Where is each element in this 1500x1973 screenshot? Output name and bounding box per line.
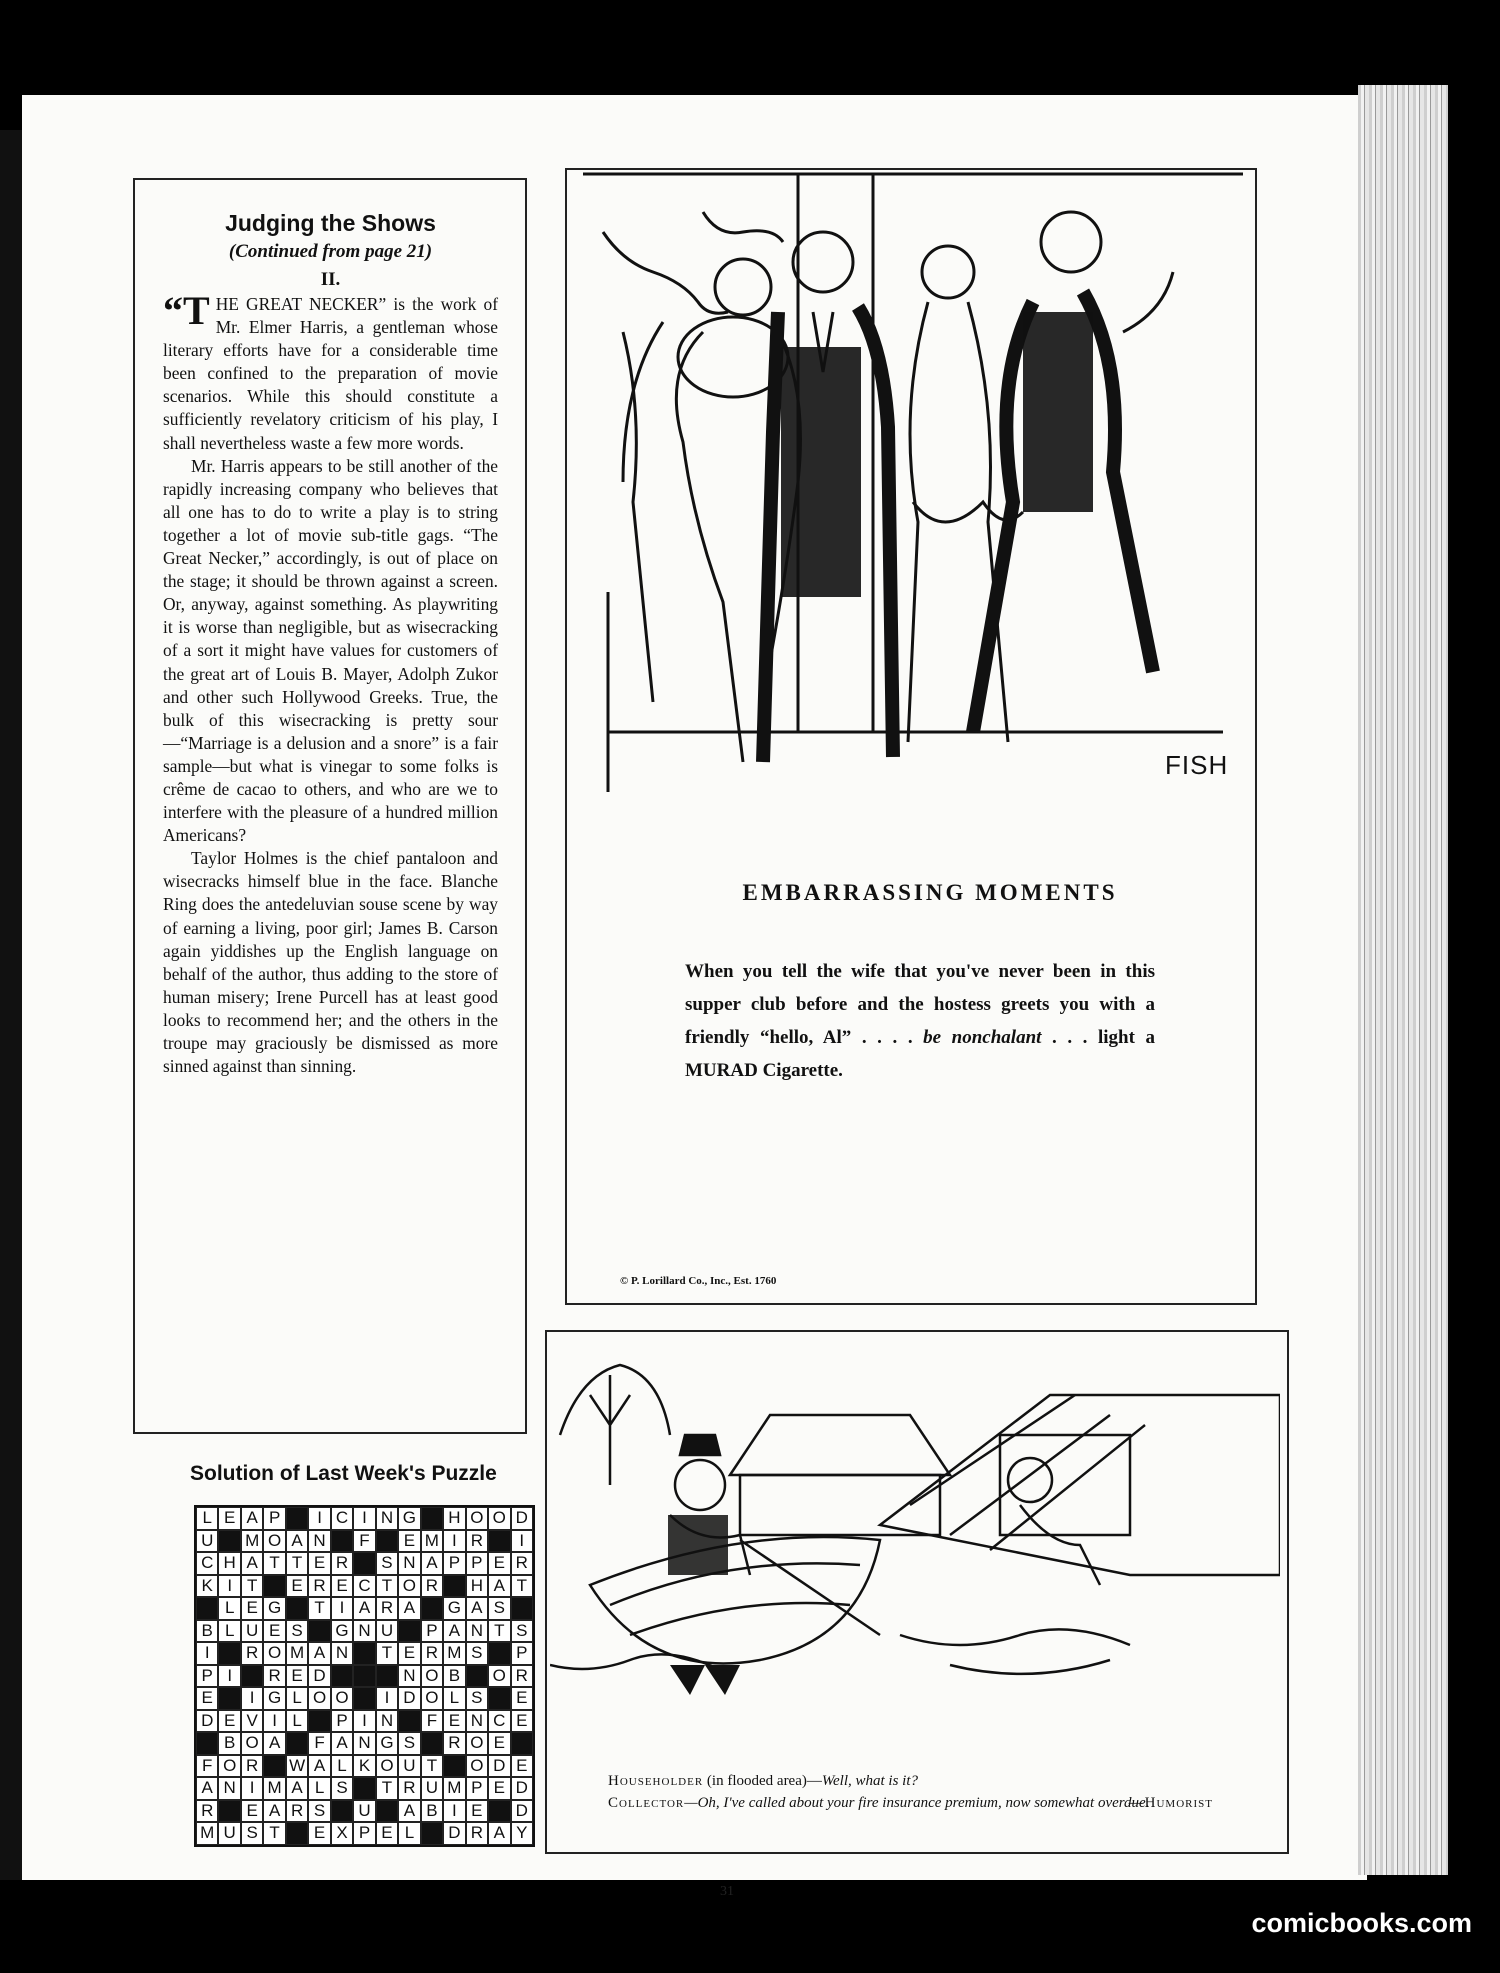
crossword-letter-cell: R bbox=[376, 1597, 398, 1620]
crossword-letter-cell: A bbox=[263, 1732, 285, 1755]
crossword-letter-cell: G bbox=[263, 1597, 285, 1620]
crossword-letter-cell: R bbox=[263, 1665, 285, 1688]
crossword-letter-cell: R bbox=[511, 1552, 533, 1575]
crossword-letter-cell: L bbox=[286, 1687, 308, 1710]
crossword-letter-cell: E bbox=[466, 1800, 488, 1823]
crossword-letter-cell: P bbox=[421, 1620, 443, 1643]
ad-body-italic: be nonchalant bbox=[923, 1027, 1042, 1048]
crossword-black-cell bbox=[218, 1642, 240, 1665]
crossword-black-cell bbox=[421, 1597, 443, 1620]
crossword-black-cell bbox=[353, 1687, 375, 1710]
crossword-letter-cell: F bbox=[196, 1755, 218, 1778]
crossword-letter-cell: A bbox=[241, 1552, 263, 1575]
crossword-letter-cell: E bbox=[511, 1710, 533, 1733]
crossword-letter-cell: F bbox=[421, 1710, 443, 1733]
crossword-letter-cell: N bbox=[308, 1530, 330, 1553]
crossword-letter-cell: B bbox=[196, 1620, 218, 1643]
crossword-letter-cell: A bbox=[308, 1642, 330, 1665]
crossword-letter-cell: C bbox=[331, 1507, 353, 1530]
crossword-letter-cell: M bbox=[421, 1530, 443, 1553]
artist-signature: FISH bbox=[1165, 750, 1229, 780]
crossword-letter-cell: N bbox=[398, 1552, 420, 1575]
crossword-letter-cell: A bbox=[241, 1507, 263, 1530]
crossword-letter-cell: F bbox=[353, 1530, 375, 1553]
crossword-letter-cell: E bbox=[218, 1507, 240, 1530]
crossword-letter-cell: P bbox=[511, 1642, 533, 1665]
crossword-black-cell bbox=[421, 1822, 443, 1845]
crossword-letter-cell: U bbox=[218, 1822, 240, 1845]
crossword-black-cell bbox=[443, 1755, 465, 1778]
crossword-letter-cell: H bbox=[466, 1575, 488, 1598]
crossword-letter-cell: B bbox=[443, 1665, 465, 1688]
crossword-letter-cell: F bbox=[308, 1732, 330, 1755]
crossword-letter-cell: D bbox=[511, 1800, 533, 1823]
crossword-black-cell bbox=[241, 1665, 263, 1688]
crossword-letter-cell: A bbox=[443, 1620, 465, 1643]
crossword-letter-cell: U bbox=[398, 1755, 420, 1778]
crossword-letter-cell: I bbox=[353, 1710, 375, 1733]
crossword-letter-cell: R bbox=[196, 1800, 218, 1823]
crossword-letter-cell: E bbox=[398, 1530, 420, 1553]
crossword-letter-cell: M bbox=[286, 1642, 308, 1665]
crossword-letter-cell: D bbox=[308, 1665, 330, 1688]
crossword-black-cell bbox=[421, 1732, 443, 1755]
crossword-letter-cell: M bbox=[241, 1530, 263, 1553]
crossword-letter-cell: G bbox=[443, 1597, 465, 1620]
crossword-letter-cell: N bbox=[353, 1732, 375, 1755]
cartoon-caption bbox=[608, 1770, 1213, 1814]
crossword-letter-cell: A bbox=[263, 1800, 285, 1823]
crossword-black-cell bbox=[488, 1687, 510, 1710]
crossword-letter-cell: R bbox=[421, 1575, 443, 1598]
crossword-letter-cell: K bbox=[196, 1575, 218, 1598]
caption-speaker-1: Householder bbox=[608, 1773, 704, 1789]
crossword-letter-cell: A bbox=[196, 1777, 218, 1800]
crossword-letter-cell: A bbox=[286, 1530, 308, 1553]
crossword-letter-cell: A bbox=[353, 1597, 375, 1620]
crossword-letter-cell: T bbox=[511, 1575, 533, 1598]
crossword-letter-cell: R bbox=[331, 1552, 353, 1575]
crossword-letter-cell: I bbox=[443, 1800, 465, 1823]
crossword-black-cell bbox=[398, 1620, 420, 1643]
crossword-letter-cell: N bbox=[353, 1620, 375, 1643]
crossword-letter-cell: T bbox=[241, 1575, 263, 1598]
crossword-letter-cell: O bbox=[488, 1665, 510, 1688]
crossword-black-cell bbox=[331, 1665, 353, 1688]
caption-line-1: Well, what is it? bbox=[821, 1773, 918, 1789]
crossword-black-cell bbox=[376, 1665, 398, 1688]
crossword-letter-cell: P bbox=[443, 1552, 465, 1575]
caption-credit: —Humorist bbox=[1128, 1795, 1213, 1811]
drop-cap: “T bbox=[163, 288, 210, 333]
crossword-black-cell bbox=[488, 1642, 510, 1665]
ad-copyright: © P. Lorillard Co., Inc., Est. 1760 bbox=[620, 1275, 777, 1287]
caption-line-2: —Oh, I've called about your fire insurance premium, now somewhat overdue. bbox=[684, 1795, 1150, 1811]
crossword-letter-cell: E bbox=[331, 1575, 353, 1598]
article-paragraph-2: Mr. Harris appears to be still another of the rapidly increasing company who believes that all one has to do to write a play is to string together a lot of movie sub-title gags. “The Great Necker,” accordingly, is out of place on the stage; it should be thrown against a screen. Or, anyway, against something. As playwriting it is worse than negligible, but as wisecracking of a sort it might have values for customers of the great art of Louis B. Mayer, Adolph Zukor and other such Hollywood Greeks. True, the bulk of this wisecracking is pretty sour—“Marriage is a delusion and a snore” is a fair sample—but what is vinegar to some folks is crême de cacao to others, and who are we to interfere with the pleasure of a hundred million Americans? bbox=[163, 455, 498, 846]
crossword-letter-cell: T bbox=[308, 1597, 330, 1620]
crossword-black-cell bbox=[511, 1597, 533, 1620]
crossword-black-cell bbox=[511, 1732, 533, 1755]
crossword-letter-cell: O bbox=[308, 1687, 330, 1710]
crossword-black-cell bbox=[263, 1575, 285, 1598]
crossword-black-cell bbox=[218, 1687, 240, 1710]
crossword-letter-cell: P bbox=[263, 1507, 285, 1530]
crossword-letter-cell: E bbox=[376, 1822, 398, 1845]
crossword-letter-cell: E bbox=[241, 1800, 263, 1823]
crossword-letter-cell: I bbox=[308, 1507, 330, 1530]
article-column bbox=[163, 210, 498, 1078]
crossword-letter-cell: R bbox=[443, 1732, 465, 1755]
crossword-letter-cell: E bbox=[488, 1777, 510, 1800]
crossword-letter-cell: T bbox=[263, 1822, 285, 1845]
article-subtitle: (Continued from page 21) bbox=[228, 241, 433, 262]
crossword-letter-cell: O bbox=[466, 1507, 488, 1530]
crossword-letter-cell: O bbox=[466, 1755, 488, 1778]
caption-stage-direction: (in flooded area)— bbox=[703, 1773, 822, 1789]
crossword-letter-cell: O bbox=[421, 1687, 443, 1710]
crossword-letter-cell: L bbox=[398, 1822, 420, 1845]
crossword-letter-cell: G bbox=[263, 1687, 285, 1710]
crossword-black-cell bbox=[443, 1575, 465, 1598]
crossword-letter-cell: I bbox=[443, 1530, 465, 1553]
crossword-letter-cell: D bbox=[196, 1710, 218, 1733]
caption-speaker-2: Collector bbox=[608, 1795, 685, 1811]
crossword-letter-cell: O bbox=[466, 1732, 488, 1755]
crossword-letter-cell: B bbox=[421, 1800, 443, 1823]
crossword-black-cell bbox=[196, 1732, 218, 1755]
crossword-letter-cell: U bbox=[376, 1620, 398, 1643]
crossword-letter-cell: C bbox=[488, 1710, 510, 1733]
crossword-letter-cell: O bbox=[263, 1530, 285, 1553]
crossword-letter-cell: R bbox=[511, 1665, 533, 1688]
crossword-letter-cell: S bbox=[511, 1620, 533, 1643]
crossword-letter-cell: M bbox=[443, 1777, 465, 1800]
crossword-letter-cell: I bbox=[241, 1687, 263, 1710]
crossword-letter-cell: M bbox=[263, 1777, 285, 1800]
crossword-black-cell bbox=[466, 1665, 488, 1688]
crossword-letter-cell: N bbox=[376, 1710, 398, 1733]
crossword-letter-cell: E bbox=[263, 1620, 285, 1643]
crossword-black-cell bbox=[308, 1620, 330, 1643]
crossword-letter-cell: L bbox=[331, 1755, 353, 1778]
crossword-letter-cell: P bbox=[331, 1710, 353, 1733]
crossword-letter-cell: M bbox=[443, 1642, 465, 1665]
section-number: II. bbox=[320, 269, 341, 290]
crossword-letter-cell: L bbox=[196, 1507, 218, 1530]
crossword-letter-cell: N bbox=[398, 1665, 420, 1688]
crossword-black-cell bbox=[286, 1507, 308, 1530]
crossword-letter-cell: R bbox=[241, 1755, 263, 1778]
crossword-black-cell bbox=[331, 1530, 353, 1553]
crossword-letter-cell: R bbox=[241, 1642, 263, 1665]
crossword-letter-cell: O bbox=[398, 1575, 420, 1598]
crossword-letter-cell: A bbox=[331, 1732, 353, 1755]
book-gutter bbox=[0, 130, 22, 1880]
crossword-letter-cell: I bbox=[263, 1710, 285, 1733]
crossword-letter-cell: E bbox=[196, 1687, 218, 1710]
crossword-letter-cell: P bbox=[466, 1777, 488, 1800]
crossword-letter-cell: R bbox=[398, 1777, 420, 1800]
crossword-letter-cell: D bbox=[488, 1755, 510, 1778]
crossword-letter-cell: O bbox=[421, 1665, 443, 1688]
crossword-letter-cell: R bbox=[421, 1642, 443, 1665]
crossword-letter-cell: V bbox=[241, 1710, 263, 1733]
crossword-letter-cell: O bbox=[241, 1732, 263, 1755]
crossword-letter-cell: N bbox=[466, 1710, 488, 1733]
crossword-letter-cell: G bbox=[331, 1620, 353, 1643]
crossword-black-cell bbox=[376, 1530, 398, 1553]
crossword-letter-cell: S bbox=[488, 1597, 510, 1620]
crossword-letter-cell: T bbox=[286, 1552, 308, 1575]
article-paragraph-1 bbox=[163, 288, 498, 455]
crossword-letter-cell: I bbox=[241, 1777, 263, 1800]
page-number: 31 bbox=[720, 1884, 734, 1899]
crossword-letter-cell: T bbox=[376, 1575, 398, 1598]
crossword-letter-cell: S bbox=[331, 1777, 353, 1800]
crossword-letter-cell: T bbox=[263, 1552, 285, 1575]
crossword-letter-cell: A bbox=[488, 1575, 510, 1598]
crossword-black-cell bbox=[421, 1507, 443, 1530]
crossword-letter-cell: S bbox=[398, 1732, 420, 1755]
ad-body-end: . . . light a MURAD Cigarette. bbox=[685, 1027, 1155, 1081]
crossword-letter-cell: E bbox=[286, 1575, 308, 1598]
article-paragraph-3: Taylor Holmes is the chief pantaloon and wisecracks himself blue in the face. Blanche Ring does the antedeluvian souse scene by way of earning a living, poor girl; James B. Carson again yiddishes up the English language on behalf of the author, thus adding to the store of human misery; Irene Purcell has at least good looks to recommend her; and the others in the troupe may graciously be dismissed as more sinned against than sinning. bbox=[163, 848, 498, 1077]
crossword-letter-cell: L bbox=[218, 1620, 240, 1643]
crossword-black-cell bbox=[353, 1552, 375, 1575]
flood-cartoon-illustration bbox=[550, 1335, 1280, 1755]
page-edges bbox=[1358, 85, 1448, 1875]
crossword-letter-cell: X bbox=[331, 1822, 353, 1845]
crossword-letter-cell: I bbox=[218, 1665, 240, 1688]
crossword-letter-cell: R bbox=[466, 1822, 488, 1845]
crossword-grid bbox=[194, 1505, 535, 1847]
crossword-letter-cell: D bbox=[511, 1507, 533, 1530]
crossword-black-cell bbox=[218, 1530, 240, 1553]
crossword-letter-cell: A bbox=[398, 1597, 420, 1620]
crossword-letter-cell: E bbox=[286, 1665, 308, 1688]
crossword-black-cell bbox=[353, 1642, 375, 1665]
crossword-black-cell bbox=[308, 1710, 330, 1733]
crossword-letter-cell: I bbox=[376, 1687, 398, 1710]
crossword-letter-cell: E bbox=[398, 1642, 420, 1665]
crossword-letter-cell: C bbox=[353, 1575, 375, 1598]
crossword-letter-cell: E bbox=[488, 1732, 510, 1755]
crossword-letter-cell: E bbox=[241, 1597, 263, 1620]
crossword-black-cell bbox=[353, 1777, 375, 1800]
crossword-letter-cell: H bbox=[443, 1507, 465, 1530]
crossword-letter-cell: O bbox=[218, 1755, 240, 1778]
crossword-letter-cell: E bbox=[511, 1755, 533, 1778]
crossword-letter-cell: N bbox=[218, 1777, 240, 1800]
crossword-letter-cell: G bbox=[398, 1507, 420, 1530]
crossword-letter-cell: E bbox=[443, 1710, 465, 1733]
crossword-black-cell bbox=[376, 1800, 398, 1823]
crossword-letter-cell: K bbox=[353, 1755, 375, 1778]
crossword-letter-cell: W bbox=[286, 1755, 308, 1778]
crossword-letter-cell: N bbox=[331, 1642, 353, 1665]
crossword-letter-cell: O bbox=[488, 1507, 510, 1530]
crossword-letter-cell: D bbox=[443, 1822, 465, 1845]
crossword-letter-cell: M bbox=[196, 1822, 218, 1845]
crossword-letter-cell: U bbox=[241, 1620, 263, 1643]
crossword-letter-cell: E bbox=[218, 1710, 240, 1733]
crossword-letter-cell: P bbox=[466, 1552, 488, 1575]
crossword-black-cell bbox=[263, 1755, 285, 1778]
crossword-letter-cell: A bbox=[308, 1755, 330, 1778]
crossword-letter-cell: U bbox=[421, 1777, 443, 1800]
crossword-letter-cell: E bbox=[308, 1552, 330, 1575]
crossword-letter-cell: R bbox=[286, 1800, 308, 1823]
ad-body-text: When you tell the wife that you've never been in this supper club before and the hostess greets you with a friendly “hello, Al” . . . . bbox=[685, 961, 1155, 1048]
crossword-black-cell bbox=[488, 1530, 510, 1553]
crossword-black-cell bbox=[286, 1732, 308, 1755]
crossword-black-cell bbox=[196, 1597, 218, 1620]
source-watermark: comicbooks.com bbox=[1251, 1908, 1472, 1938]
crossword-letter-cell: E bbox=[511, 1687, 533, 1710]
crossword-black-cell bbox=[353, 1665, 375, 1688]
crossword-letter-cell: U bbox=[353, 1800, 375, 1823]
crossword-letter-cell: S bbox=[466, 1687, 488, 1710]
party-illustration bbox=[583, 172, 1243, 812]
crossword-letter-cell: S bbox=[308, 1800, 330, 1823]
crossword-letter-cell: E bbox=[488, 1552, 510, 1575]
crossword-black-cell bbox=[398, 1710, 420, 1733]
crossword-letter-cell: I bbox=[196, 1642, 218, 1665]
crossword-letter-cell: N bbox=[466, 1620, 488, 1643]
article-title: Judging the Shows bbox=[225, 210, 436, 236]
crossword-black-cell bbox=[286, 1597, 308, 1620]
crossword-letter-cell: L bbox=[218, 1597, 240, 1620]
crossword-letter-cell: H bbox=[218, 1552, 240, 1575]
crossword-letter-cell: B bbox=[218, 1732, 240, 1755]
crossword-letter-cell: P bbox=[353, 1822, 375, 1845]
ad-body bbox=[685, 955, 1155, 1087]
crossword-letter-cell: A bbox=[421, 1552, 443, 1575]
crossword-letter-cell: I bbox=[331, 1597, 353, 1620]
crossword-letter-cell: Y bbox=[511, 1822, 533, 1845]
crossword-letter-cell: A bbox=[286, 1777, 308, 1800]
crossword-letter-cell: R bbox=[308, 1575, 330, 1598]
paragraph-1-text: HE GREAT NECKER” is the work of Mr. Elmer Harris, a gentleman whose literary efforts have for a considerable time been confined to the preparation of movie scenarios. While this should constitute a sufficiently revelatory criticism of his play, I shall nevertheless waste a few more words. bbox=[163, 294, 498, 453]
crossword-letter-cell: I bbox=[218, 1575, 240, 1598]
crossword-letter-cell: C bbox=[196, 1552, 218, 1575]
puzzle-title: Solution of Last Week's Puzzle bbox=[190, 1462, 497, 1485]
crossword-letter-cell: O bbox=[263, 1642, 285, 1665]
ad-headline: EMBARRASSING MOMENTS bbox=[742, 880, 1118, 905]
crossword-letter-cell: S bbox=[466, 1642, 488, 1665]
crossword-letter-cell: S bbox=[286, 1620, 308, 1643]
crossword-letter-cell: D bbox=[398, 1687, 420, 1710]
crossword-letter-cell: R bbox=[466, 1530, 488, 1553]
crossword-letter-cell: L bbox=[286, 1710, 308, 1733]
crossword-letter-cell: O bbox=[376, 1755, 398, 1778]
crossword-letter-cell: T bbox=[376, 1777, 398, 1800]
crossword-black-cell bbox=[286, 1822, 308, 1845]
crossword-letter-cell: A bbox=[488, 1822, 510, 1845]
crossword-letter-cell: S bbox=[241, 1822, 263, 1845]
crossword-letter-cell: L bbox=[443, 1687, 465, 1710]
crossword-letter-cell: T bbox=[421, 1755, 443, 1778]
crossword-letter-cell: P bbox=[196, 1665, 218, 1688]
crossword-letter-cell: D bbox=[511, 1777, 533, 1800]
crossword-letter-cell: O bbox=[331, 1687, 353, 1710]
crossword-letter-cell: S bbox=[376, 1552, 398, 1575]
crossword-letter-cell: U bbox=[196, 1530, 218, 1553]
crossword-letter-cell: T bbox=[376, 1642, 398, 1665]
crossword-black-cell bbox=[218, 1800, 240, 1823]
crossword-letter-cell: N bbox=[376, 1507, 398, 1530]
crossword-letter-cell: E bbox=[308, 1822, 330, 1845]
crossword-black-cell bbox=[488, 1800, 510, 1823]
crossword-letter-cell: I bbox=[353, 1507, 375, 1530]
crossword-letter-cell: T bbox=[488, 1620, 510, 1643]
crossword-letter-cell: A bbox=[398, 1800, 420, 1823]
crossword-letter-cell: G bbox=[376, 1732, 398, 1755]
crossword-letter-cell: A bbox=[466, 1597, 488, 1620]
crossword-letter-cell: L bbox=[308, 1777, 330, 1800]
crossword-letter-cell: I bbox=[511, 1530, 533, 1553]
crossword-black-cell bbox=[331, 1800, 353, 1823]
